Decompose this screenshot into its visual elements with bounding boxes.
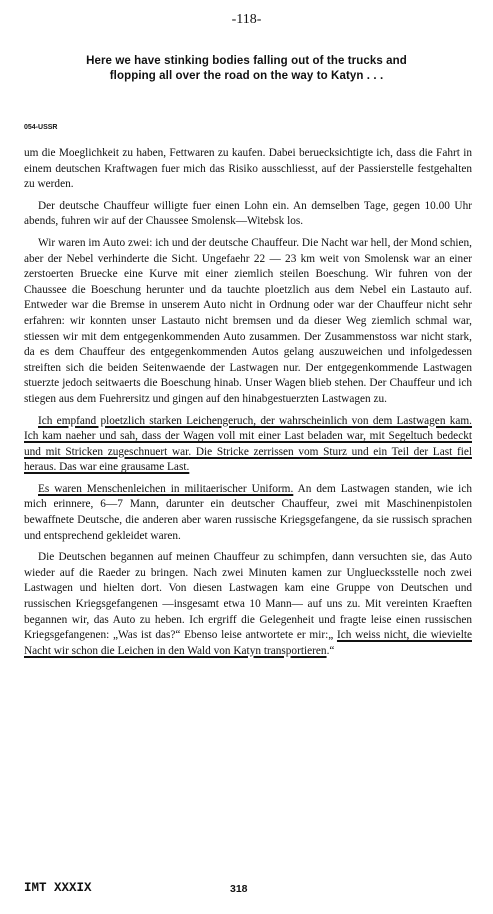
handwritten-style-heading	[40, 54, 453, 84]
paragraph-3: Wir waren im Auto zwei: ich und der deutsche Chauffeur. Die Nacht war hell, der Mond schien, aber der Nebel verhinderte die Sicht. Ungefaehr 22 — 23 km weit von Smolensk war an einer zerstoerten Bruecke eine Kurve mit einer ziemlich steilen Boeschung. Wir fuhren von der Chaussee die Boeschung herunter und da tauchte ploetzlich aus dem Nebel ein Lastauto auf. Entweder war die Bremse in unserem Auto nicht in Ordnung oder war der Chauffeur nicht sehr erfahren: wir konnten unser Lastauto nicht bremsen und da dieser Weg ziemlich schmal war, stiessen wir mit dem entgegenkommenden Auto zusammen. Der Zusammenstoss war nicht stark, da es dem Chauffeur des entgegenkommenden Autos gelang auszuweichen und infolgedessen streiften sich die beiden Seitenwaende der Lastwagen nur. Der entgegenkommende Lastwagen stuerzte jedoch seitwaerts die Boeschung hinab. Unser Wagen blieb stehen. Der Chauffeur und ich stiegen aus dem Fuehrersitz und gingen auf den hinabgestuerzten Lastwagen zu.	[24, 236, 472, 405]
paragraph-5	[24, 482, 472, 544]
footer-page-number: 318	[230, 883, 248, 895]
footer-series: IMT XXXIX	[24, 881, 92, 895]
underlined-passage: Ich empfand ploetzlich starken Leichengeruch, der wahrscheinlich von dem Lastwagen kam. Ich kam naeher und sah, dass der Wagen voll mit einer Last beladen war, mit Segeltuch bedeckt und mit Stricken zugeschnuert war. Die Stricke zerrissen vom Sturz und ein Teil der Last fiel heraus. Das war eine grausame Last.	[24, 414, 472, 474]
page-number: -118-	[231, 12, 262, 27]
paragraph-5-rest: An dem Lastwagen standen, wie ich mich erinnere, 6—7 Mann, darunter ein deutscher Chauffeur, zwei mit Maschinenpistolen bewaffnete Deutsche, die anderen aber waren russische Kriegsgefangene, da sie russisch sprachen und entsprechend gekleidet waren.	[24, 482, 472, 542]
heading-line-1: Here we have stinking bodies falling out of the trucks and	[86, 55, 407, 67]
paragraph-6	[24, 550, 472, 659]
paragraph-6-end: .“	[326, 644, 335, 657]
underlined-passage: Es waren Menschenleichen in militaerischer Uniform.	[38, 482, 294, 495]
document-tag: 054-USSR	[24, 124, 58, 131]
paragraph-2: Der deutsche Chauffeur willigte fuer einen Lohn ein. An demselben Tage, gegen 10.00 Uhr abends, fuhren wir auf der Chaussee Smolensk—Witebsk los.	[24, 199, 472, 228]
underlined-passage: Ich weiss nicht, die wievielte Nacht wir schon die Leichen in den Wald von Katyn transportieren	[24, 629, 472, 657]
document-body	[24, 146, 472, 665]
paragraph-4	[24, 414, 472, 476]
paragraph-1: um die Moeglichkeit zu haben, Fettwaren zu kaufen. Dabei beruecksichtigte ich, dass die Fahrt in einem deutschen Kraftwagen fuer mich das Risiko ausschliesst, auf der Passierstelle festgehalten zu werden.	[24, 147, 472, 191]
paragraph-6-start: Die Deutschen begannen auf meinen Chauffeur zu schimpfen, dann versuchten sie, das Auto wieder auf die Raeder zu bringen. Nach zwei Minuten kamen zur Ungluecksstelle noch zwei Lastwagen und hielten dort. Von diesen Lastwagen kam eine Gruppe von Deutschen und russischen Kriegsgefangenen —insgesamt etwa 10 Mann— auf uns zu. Mit vereinten Kraeften begannen wir, das Auto zu heben. Ich ergriff die Gelegenheit und fragte leise einen russischen Kriegsgefangenen: „Was ist das?“ Ebenso leise antwortete er mir:„	[24, 551, 472, 642]
heading-line-2: flopping all over the road on the way to Katyn . . .	[109, 70, 384, 82]
